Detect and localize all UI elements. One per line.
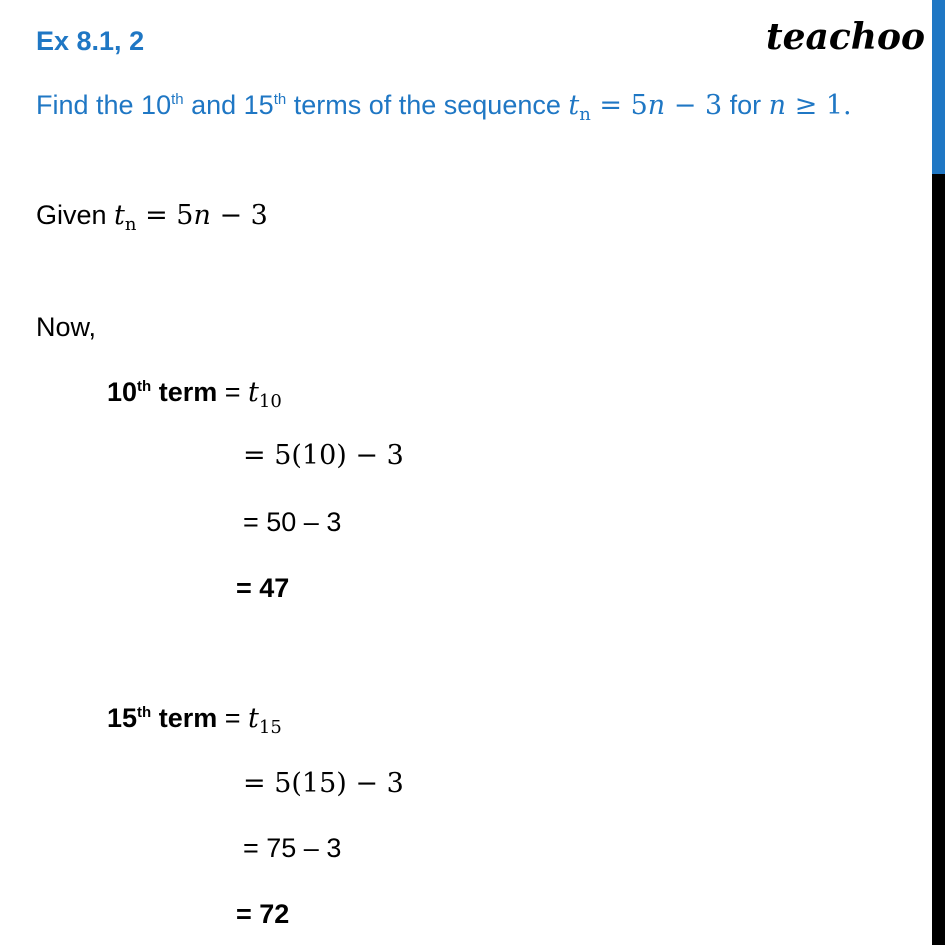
formula-tail: − 3	[665, 90, 723, 121]
scroll-indicator-black	[932, 174, 945, 945]
ordinal-suffix: th	[171, 91, 184, 108]
given-subscript: n	[124, 214, 137, 235]
given-label: Given	[36, 200, 115, 230]
term15-step2: = 75 – 3	[243, 833, 342, 863]
term10-result: = 47	[236, 573, 290, 603]
ordinal-suffix: th	[273, 91, 287, 108]
term10-step2: = 50 – 3	[243, 507, 342, 537]
condition-rhs: ≥ 1.	[786, 90, 852, 121]
term10-number: 10	[107, 377, 138, 407]
term15-symbol	[248, 703, 282, 738]
term10-step1: = 5(10) − 3	[243, 440, 404, 471]
term10-subscript: 10	[258, 391, 282, 412]
question-part2: and 15	[183, 90, 274, 120]
question-part1: Find the 10	[36, 90, 172, 120]
term10-equals: =	[217, 377, 249, 407]
term15-step1: = 5(15) − 3	[243, 768, 404, 799]
ordinal-suffix: th	[137, 704, 152, 721]
given-line	[36, 200, 268, 235]
given-rhs: = 5	[136, 200, 194, 231]
formula-subscript: n	[579, 104, 591, 125]
condition-variable: n	[768, 90, 787, 121]
given-variable: t	[114, 200, 125, 231]
teachoo-logo: teachoo	[766, 16, 925, 58]
term15-equals: =	[217, 703, 249, 733]
term10-symbol	[248, 377, 282, 412]
term15-variable: t	[248, 703, 259, 734]
now-label: Now,	[36, 312, 97, 342]
given-n: n	[193, 200, 211, 231]
term15-subscript: 15	[258, 717, 282, 738]
ordinal-suffix: th	[137, 378, 152, 395]
formula-variable: t	[568, 90, 580, 121]
question-formula	[568, 90, 723, 125]
term15-number: 15	[107, 703, 138, 733]
given-formula	[114, 200, 268, 235]
formula-n: n	[647, 90, 666, 121]
scroll-indicator-blue	[932, 0, 945, 174]
question-part3: terms of the sequence	[286, 90, 569, 120]
term15-heading	[107, 703, 282, 738]
term10-variable: t	[248, 377, 259, 408]
question-condition	[769, 90, 852, 121]
question-text	[36, 90, 852, 125]
given-tail: − 3	[210, 200, 268, 231]
formula-rhs: = 5	[590, 90, 648, 121]
exercise-label: Ex 8.1, 2	[36, 26, 145, 56]
term15-result: = 72	[236, 899, 290, 929]
term10-heading	[107, 377, 282, 412]
term15-word: term	[151, 703, 218, 733]
term10-word: term	[151, 377, 218, 407]
question-part4: for	[722, 90, 769, 120]
